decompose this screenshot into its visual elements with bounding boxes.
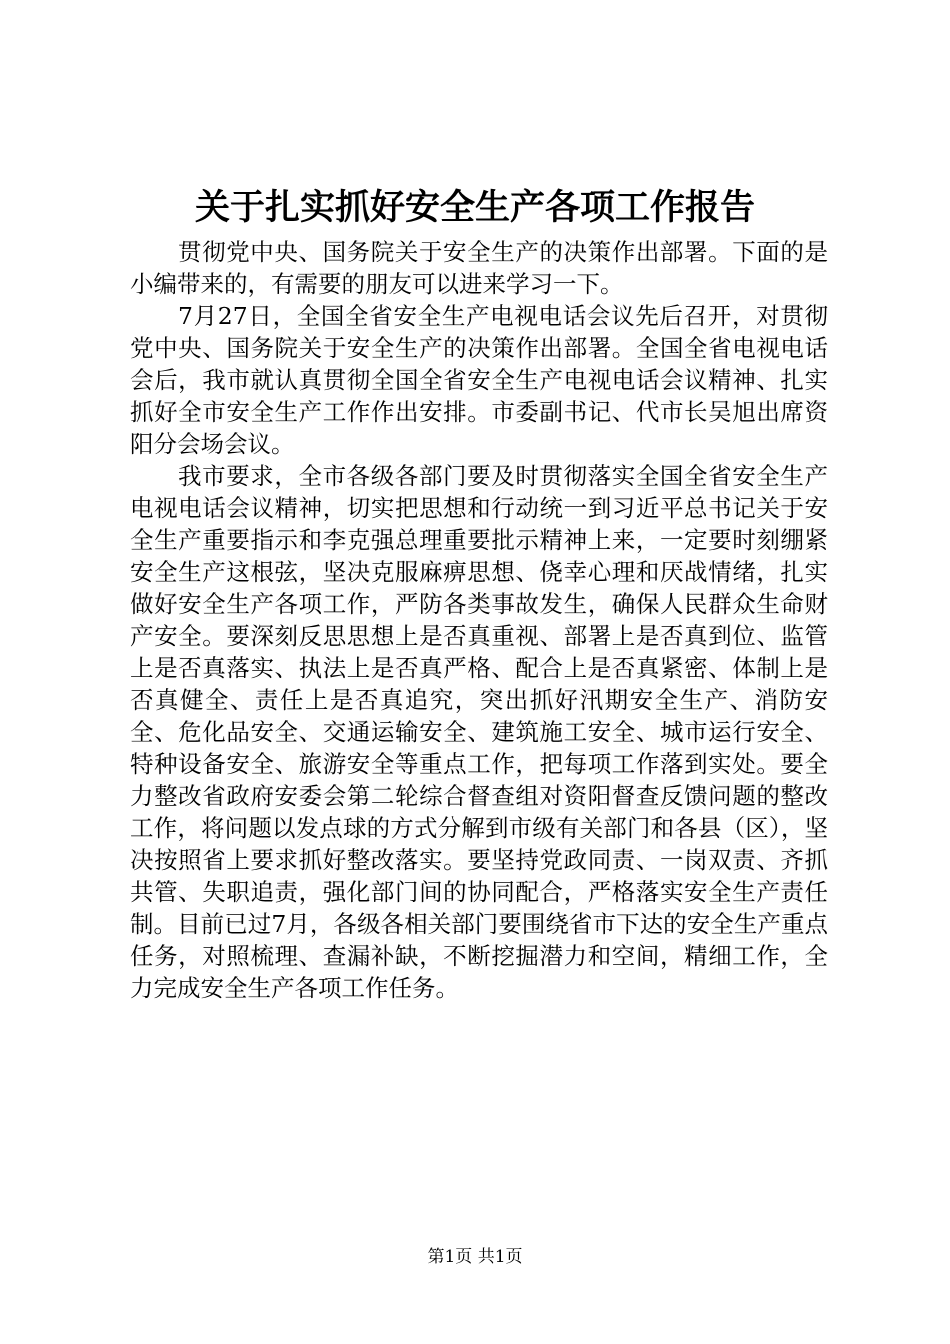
paragraph-meeting: 7月27日，全国全省安全生产电视电话会议先后召开，对贯彻党中央、国务院关于安全生产的决策作出部署。全国全省电视电话会后，我市就认真贯彻全国全省安全生产电视电话会议精神、扎实抓好全市安全生产工作作出安排。市委副书记、代市长吴旭出席资阳分会场会议。 <box>130 302 828 458</box>
paragraph-intro: 贯彻党中央、国务院关于安全生产的决策作出部署。下面的是小编带来的，有需要的朋友可以进来学习一下。 <box>130 238 828 298</box>
page-number-footer: 第1页 共1页 <box>427 1247 523 1267</box>
paragraph-requirements: 我市要求，全市各级各部门要及时贯彻落实全国全省安全生产电视电话会议精神，切实把思想和行动统一到习近平总书记关于安全生产重要指示和李克强总理重要批示精神上来，一定要时刻绷紧安全生产这根弦，坚决克服麻痹思想、侥幸心理和厌战情绪，扎实做好安全生产各项工作，严防各类事故发生，确保人民群众生命财产安全。要深刻反思思想上是否真重视、部署上是否真到位、监管上是否真落实、执法上是否真严格、配合上是否真紧密、体制上是否真健全、责任上是否真追究，突出抓好汛期安全生产、消防安全、危化品安全、交通运输安全、建筑施工安全、城市运行安全、特种设备安全、旅游安全等重点工作，把每项工作落到实处。要全力整改省政府安委会第二轮综合督查组对资阳督查反馈问题的整改工作，将问题以发点球的方式分解到市级有关部门和各县（区），坚决按照省上要求抓好整改落实。要坚持党政同责、一岗双责、齐抓共管、失职追责，强化部门间的协同配合，严格落实安全生产责任制。目前已过7月，各级各相关部门要围绕省市下达的安全生产重点任务，对照梳理、查漏补缺，不断挖掘潜力和空间，精细工作，全力完成安全生产各项工作任务。 <box>130 462 828 1002</box>
page-title: 关于扎实抓好安全生产各项工作报告 <box>194 187 755 228</box>
document-body <box>130 236 828 1004</box>
